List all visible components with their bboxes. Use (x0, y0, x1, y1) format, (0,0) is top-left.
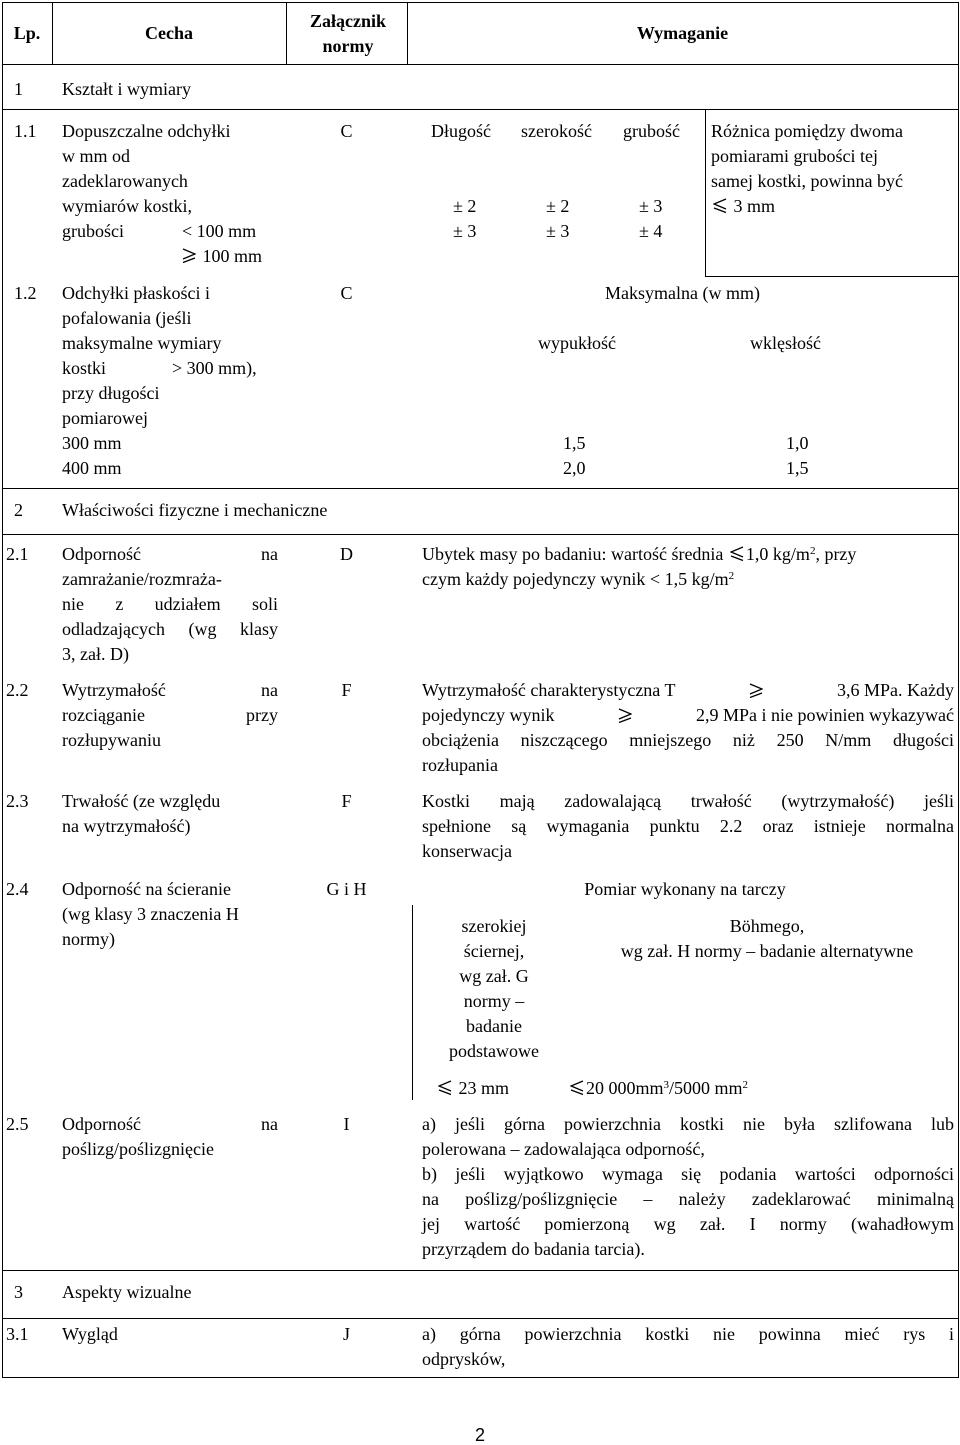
row2-5-req-line6: przyrządem do badania tarcia). (422, 1239, 645, 1259)
row1-2-kostki-label: kostki (62, 358, 107, 378)
row1-1-note-line1: Różnica pomiędzy dwoma (711, 121, 903, 141)
less-or-equal-icon (570, 1080, 584, 1096)
row2-4-left-line2: ściernej, (463, 941, 525, 961)
row1-1-r1-c3: ± 3 (639, 196, 663, 216)
row1-2-wkl-400: 1,5 (786, 458, 809, 478)
row2-4-sup2: 2 (742, 1079, 749, 1091)
row2-1-cecha-line5: 3, zał. D) (62, 644, 129, 664)
row2-4-right-line2: wg zał. H normy – badanie alternatywne (620, 941, 914, 961)
row1-2-wyp-300: 1,5 (563, 433, 586, 453)
row2-2-cecha-line2: rozciąganie przy (62, 705, 278, 725)
section2-top (2, 488, 959, 489)
row1-1-lt100: < 100 mm (182, 221, 257, 241)
row2-2-num: 2.2 (6, 680, 29, 700)
row1-2-cecha-line1: Odchyłki płaskości i (62, 283, 210, 303)
row2-4-annex: G i H (326, 879, 367, 899)
section3-top (2, 1270, 959, 1271)
section2-bottom (2, 534, 959, 535)
row1-1-cecha-line4: wymiarów kostki, (62, 196, 192, 216)
row2-1-req-part2: 1,0 kg/m (745, 544, 810, 564)
section3-num: 3 (14, 1282, 23, 1302)
row1-2-col-wkleslosc: wklęsłość (750, 333, 821, 353)
row2-4-right-line1: Böhmego, (729, 916, 805, 936)
row1-1-dim-dlugosc: Długość (431, 121, 491, 141)
row1-2-cecha-line6: pomiarowej (62, 408, 148, 428)
row2-2-req-line3: obciążenia niszczącego mniejszego niż 250 N/mm długości (422, 730, 954, 750)
row2-5-req-line5: jej wartość pomierzoną wg zał. I normy (wahadłowym (422, 1214, 954, 1234)
row2-1-req-line1 (422, 542, 856, 567)
less-or-equal-icon (713, 198, 727, 214)
table-border-top (2, 2, 959, 3)
row1-2-cecha-line2: pofalowania (jeśli (62, 308, 192, 328)
row2-5-cecha-line2: poślizg/poślizgnięcie (62, 1139, 214, 1159)
greater-or-equal-icon (618, 708, 632, 724)
row1-1-r2-c2: ± 3 (546, 221, 570, 241)
row2-4-cecha-line1: Odporność na ścieranie (62, 879, 231, 899)
row2-5-req-line1: a) jeśli górna powierzchnia kostki nie była szlifowana lub (422, 1114, 954, 1134)
greater-or-equal-icon (749, 683, 763, 699)
row1-1-num: 1.1 (14, 121, 37, 141)
row1-1-note-bottom (705, 276, 959, 277)
header-lp: Lp. (13, 23, 41, 43)
section2-num: 2 (14, 500, 23, 520)
row1-2-wyp-400: 2,0 (563, 458, 586, 478)
row1-1-cecha-line2: w mm od (62, 146, 131, 166)
row2-4-left-line3: wg zał. G (459, 966, 529, 986)
row2-1-cecha-line3: nie z udziałem soli (62, 594, 278, 614)
row2-5-req-line3: b) jeśli wyjątkowo wymaga się podania wartości odporności (422, 1164, 954, 1184)
row2-3-req-line2: spełnione są wymagania punktu 2.2 oraz istnieje normalna (422, 816, 954, 836)
section2-title: Właściwości fizyczne i mechaniczne (62, 500, 328, 520)
row2-1-req-line2-wrap (422, 567, 734, 592)
row2-2-req-l2b: 2,9 MPa i nie powinien wykazywać (696, 705, 954, 725)
row1-2-cecha-line5: przy długości (62, 383, 160, 403)
row2-2-cecha-line1: Wytrzymałość na (62, 680, 278, 700)
row2-1-cecha-line4: odladzających (wg klasy (62, 619, 278, 639)
row1-2-max-header: Maksymalna (w mm) (605, 283, 760, 303)
row2-4-sup3: 3 (663, 1079, 670, 1091)
header-separator (2, 64, 959, 65)
row2-5-req-line2: polerowana – zadowalająca odporność, (422, 1139, 705, 1159)
header-cecha: Cecha (145, 23, 193, 43)
row3-1-num: 3.1 (6, 1324, 29, 1344)
header-wymaganie: Wymaganie (636, 23, 729, 43)
row2-3-annex: F (341, 791, 352, 811)
row1-2-col-wypuklosc: wypukłość (538, 333, 616, 353)
row1-1-note-border (705, 109, 706, 276)
row2-1-sup-b: 2 (728, 570, 735, 582)
row1-1-ge100: 100 mm (202, 246, 263, 266)
row1-1-cecha-line1: Dopuszczalne odchyłki (62, 121, 231, 141)
row2-1-req-line2: czym każdy pojedynczy wynik < 1,5 kg/m (422, 569, 729, 589)
row2-1-cecha-line2: zamrażanie/rozmraża- (62, 569, 222, 589)
section1-num: 1 (14, 79, 23, 99)
greater-or-equal-icon (182, 248, 196, 264)
table-border-bottom (2, 1377, 959, 1378)
row2-2-req-line1 (422, 678, 954, 703)
row2-1-cecha-line1: Odporność na (62, 544, 278, 564)
row2-1-req-part1: Ubytek masy po badaniu: wartość średnia (422, 544, 724, 564)
row2-5-cecha-line1: Odporność na (62, 1114, 278, 1134)
row2-4-left-value-row (436, 1076, 509, 1101)
row1-2-wkl-300: 1,0 (786, 433, 809, 453)
row2-4-right-value-a: 20 000mm (586, 1078, 664, 1098)
row2-2-req-l1b: 3,6 MPa. Każdy (837, 680, 954, 700)
row2-5-num: 2.5 (6, 1114, 29, 1134)
section1-title: Kształt i wymiary (62, 79, 191, 99)
row2-4-left-line6: podstawowe (449, 1041, 539, 1061)
row1-1-cecha-line3: zadeklarowanych (62, 171, 188, 191)
row2-4-left-line1: szerokiej (461, 916, 527, 936)
row2-3-cecha-line2: na wytrzymałość) (62, 816, 191, 836)
row1-2-annex: C (340, 283, 353, 303)
section3-bottom (2, 1318, 959, 1319)
row1-1-note-value: 3 mm (733, 196, 776, 216)
row2-3-req-line1: Kostki mają zadowalającą trwałość (wytrzymałość) jeśli (422, 791, 954, 811)
row1-2-cecha-line3: maksymalne wymiary (62, 333, 222, 353)
row1-1-dim-szerokosc: szerokość (521, 121, 592, 141)
row2-1-req-part3: , przy (815, 544, 857, 564)
row2-4-cecha-line3: normy) (62, 929, 115, 949)
row1-2-cecha-line7: 300 mm (62, 433, 122, 453)
row2-1-annex: D (340, 544, 353, 564)
row1-1-annex: C (340, 121, 353, 141)
table-border-left (2, 2, 3, 1377)
row1-1-note-value-row (711, 194, 775, 219)
section1-separator (2, 109, 959, 110)
table-border-right (958, 2, 959, 1377)
row2-1-num: 2.1 (6, 544, 29, 564)
row2-5-annex: I (343, 1114, 350, 1134)
row2-4-left-value: 23 mm (458, 1078, 510, 1098)
row1-1-r1-c1: ± 2 (453, 196, 477, 216)
less-or-equal-icon (730, 546, 744, 562)
row2-4-header: Pomiar wykonany na tarczy (584, 879, 786, 899)
row2-4-cecha-line2: (wg klasy 3 znaczenia H (62, 904, 239, 924)
header-col-sep-2 (286, 2, 287, 64)
row1-2-cecha-line8: 400 mm (62, 458, 122, 478)
row3-1-req-line2: odprysków, (422, 1349, 506, 1369)
row1-1-grubosci-label: grubości (62, 221, 124, 241)
row3-1-cecha: Wygląd (62, 1324, 118, 1344)
row1-1-r2-c1: ± 3 (453, 221, 477, 241)
row1-1-note-line2: pomiarami grubości tej (711, 146, 878, 166)
row1-2-num: 1.2 (14, 283, 37, 303)
row2-2-req-l2a: pojedynczy wynik (422, 705, 555, 725)
row2-2-req-l1a: Wytrzymałość charakterystyczna T (422, 680, 676, 700)
less-or-equal-icon (438, 1080, 452, 1096)
row1-1-r1-c2: ± 2 (546, 196, 570, 216)
row2-3-req-line3: konserwacja (422, 841, 512, 861)
row2-5-req-line4: na poślizg/poślizgnięcie – należy zadeklarować minimalną (422, 1189, 954, 1209)
row2-4-num: 2.4 (6, 879, 29, 899)
row1-1-r2-c3: ± 4 (639, 221, 663, 241)
row2-1-sup-a: 2 (809, 545, 816, 557)
row2-4-right-value-row (568, 1076, 748, 1101)
row1-1-ge100-row (180, 244, 262, 269)
row1-2-kostki-value: > 300 mm), (172, 358, 257, 378)
row3-1-req-line1: a) górna powierzchnia kostki nie powinna mieć rys i (422, 1324, 954, 1344)
row2-2-cecha-line3: rozłupywaniu (62, 730, 161, 750)
page-number: 2 (474, 1425, 485, 1445)
row1-1-dim-grubosc: grubość (623, 121, 680, 141)
header-zalacznik: Załącznik normy (309, 11, 386, 56)
row2-4-right-value-b: /5000 mm (669, 1078, 743, 1098)
row2-2-annex: F (341, 680, 352, 700)
section3-title: Aspekty wizualne (62, 1282, 192, 1302)
row3-1-annex: J (342, 1324, 350, 1344)
row1-1-note-line3: samej kostki, powinna być (711, 171, 903, 191)
row2-4-left-line4: normy – (463, 991, 525, 1011)
row2-4-left-line5: badanie (466, 1016, 522, 1036)
row2-3-cecha-line1: Trwałość (ze względu (62, 791, 221, 811)
row2-3-num: 2.3 (6, 791, 29, 811)
row2-2-req-line4: rozłupania (422, 755, 498, 775)
row2-2-req-line2 (422, 703, 954, 728)
